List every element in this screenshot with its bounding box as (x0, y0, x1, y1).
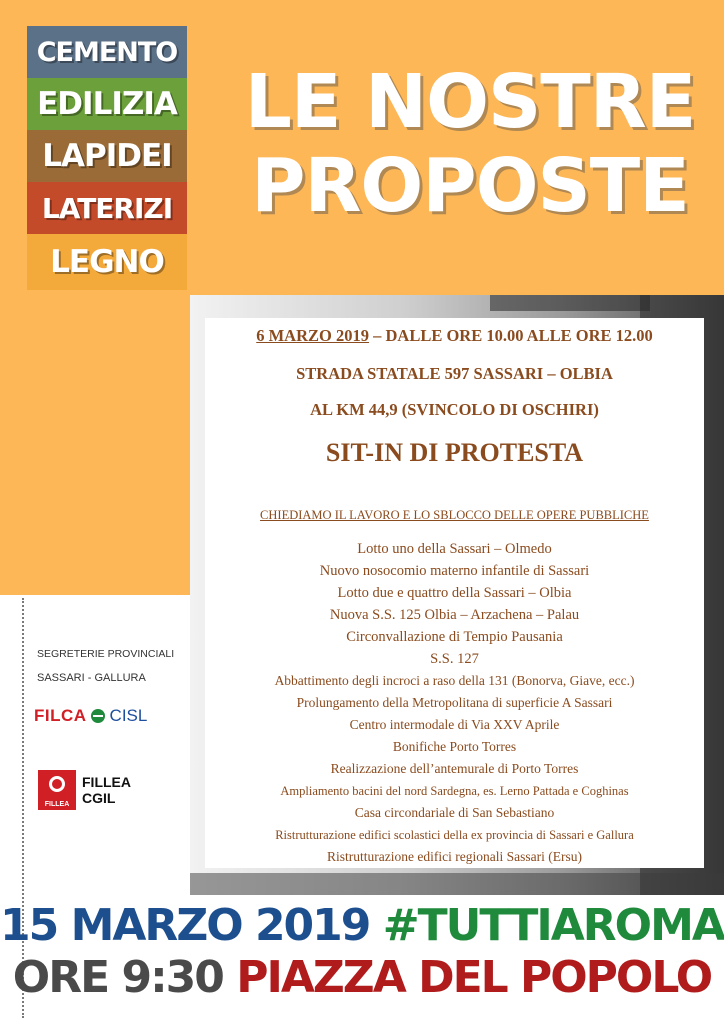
list-item: Ampliamento bacini del nord Sardegna, es. Lerno Pattada e Coghinas (280, 784, 629, 798)
secretariat-label: SEGRETERIE PROVINCIALI (37, 648, 175, 660)
cisl-icon (91, 709, 105, 723)
list-item: Prolungamento della Metropolitana di superficie A Sassari (296, 695, 613, 710)
fillea-text: FILLEA CGIL (82, 774, 131, 806)
footer-place: PIAZZA DEL POPOLO (236, 952, 712, 1003)
event-km: AL KM 44,9 (SVINCOLO DI OSCHIRI) (310, 400, 599, 419)
list-item: Lotto uno della Sassari – Olmedo (357, 541, 552, 557)
footer-time: ORE 9:30 (12, 952, 223, 1003)
public-works-list (205, 538, 704, 868)
headline (230, 60, 710, 228)
list-item: Circonvallazione di Tempio Pausania (346, 629, 563, 645)
list-item: Ristrutturazione edifici scolastici della ex provincia di Sassari e Gallura (275, 828, 634, 842)
list-item: Lotto due e quattro della Sassari – Olbia (337, 585, 572, 601)
event-demand: CHIEDIAMO IL LAVORO E LO SBLOCCO DELLE OPERE PUBBLICHE (260, 508, 649, 522)
list-item: Centro intermodale di Via XXV Aprile (349, 717, 560, 732)
area-label: SASSARI - GALLURA (37, 672, 146, 684)
footer-date: 15 MARZO 2019 (0, 900, 370, 951)
list-item: Abbattimento degli incroci a raso della 131 (Bonorva, Giave, ecc.) (274, 673, 635, 688)
category-edilizia: EDILIZIA (27, 78, 187, 130)
event-road: STRADA STATALE 597 SASSARI – OLBIA (296, 364, 613, 383)
list-item: Nuovo nosocomio materno infantile di Sassari (319, 563, 590, 579)
list-item: Casa circondariale di San Sebastiano (354, 805, 555, 820)
fillea-logo-icon: FILLEA (38, 770, 76, 810)
event-date-line (205, 326, 704, 346)
footer-time-line (0, 950, 724, 1006)
footer-hashtag: #TUTTIAROMA (382, 900, 724, 951)
headline-line1: LE NOSTRE (244, 59, 696, 145)
cisl-text: CISL (109, 706, 148, 725)
orange-side-background (0, 295, 190, 595)
event-time: – DALLE ORE 10.00 ALLE ORE 12.00 (368, 326, 653, 345)
list-item: Bonifiche Porto Torres (392, 739, 517, 754)
category-cemento: CEMENTO (27, 26, 187, 78)
filca-cisl-logo (34, 704, 147, 728)
headline-line2: PROPOSTE (251, 143, 689, 229)
event-info-box (205, 318, 704, 868)
fillea-cgil-logo (38, 770, 131, 810)
footer-date-line (0, 898, 724, 954)
category-laterizi: LATERIZI (27, 182, 187, 234)
event-date: 6 MARZO 2019 (256, 326, 369, 345)
list-item: S.S. 127 (430, 651, 479, 667)
category-lapidei: LAPIDEI (27, 130, 187, 182)
event-title: SIT-IN DI PROTESTA (325, 438, 584, 467)
list-item: Realizzazione dell’antemurale di Porto Torres (330, 761, 579, 776)
category-legno: LEGNO (27, 234, 187, 290)
filca-text: FILCA (34, 706, 87, 725)
list-item: Nuova S.S. 125 Olbia – Arzachena – Palau (329, 607, 580, 623)
list-item: Ristrutturazione edifici regionali Sassari (Ersu) (327, 849, 582, 864)
